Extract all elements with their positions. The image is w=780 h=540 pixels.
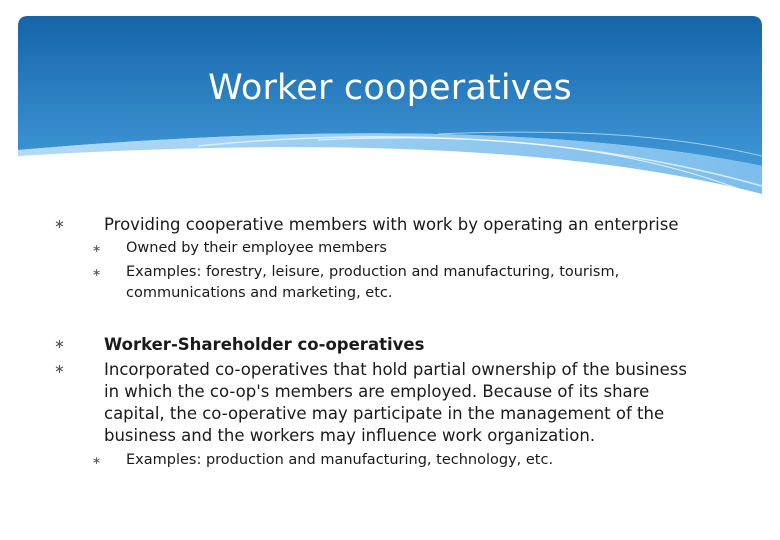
bullet-item [52,214,732,236]
bullet-asterisk-icon: ∗ [54,217,65,232]
bullet-item [52,359,732,447]
bullet-text: Examples: forestry, leisure, production and manufacturing, tourism, communications and marketing, etc. [126,264,620,301]
bullet-asterisk-icon: ∗ [92,454,102,467]
bullet-asterisk-icon: ∗ [54,362,65,377]
bullet-text: Providing cooperative members with work by operating an enterprise [104,215,679,234]
bullet-asterisk-icon: ∗ [54,337,65,352]
slide-title: Worker cooperatives [208,68,572,108]
bullet-text: Worker-Shareholder co-operatives [104,335,425,354]
bullet-text: Owned by their employee members [126,240,387,256]
sub-bullet-item [90,238,730,259]
bullet-asterisk-icon: ∗ [92,242,102,255]
sub-bullet-item [90,262,650,304]
bullet-asterisk-icon: ∗ [92,266,102,279]
bullet-text: Examples: production and manufacturing, technology, etc. [126,452,554,468]
bullet-item [52,334,732,356]
sub-bullet-item [90,450,730,471]
bullet-text: Incorporated co-operatives that hold partial ownership of the business in which the co-op's members are employed. Because of its share capital, the co-operative may participate in the management of the business and the workers may influence work organization. [104,360,687,445]
